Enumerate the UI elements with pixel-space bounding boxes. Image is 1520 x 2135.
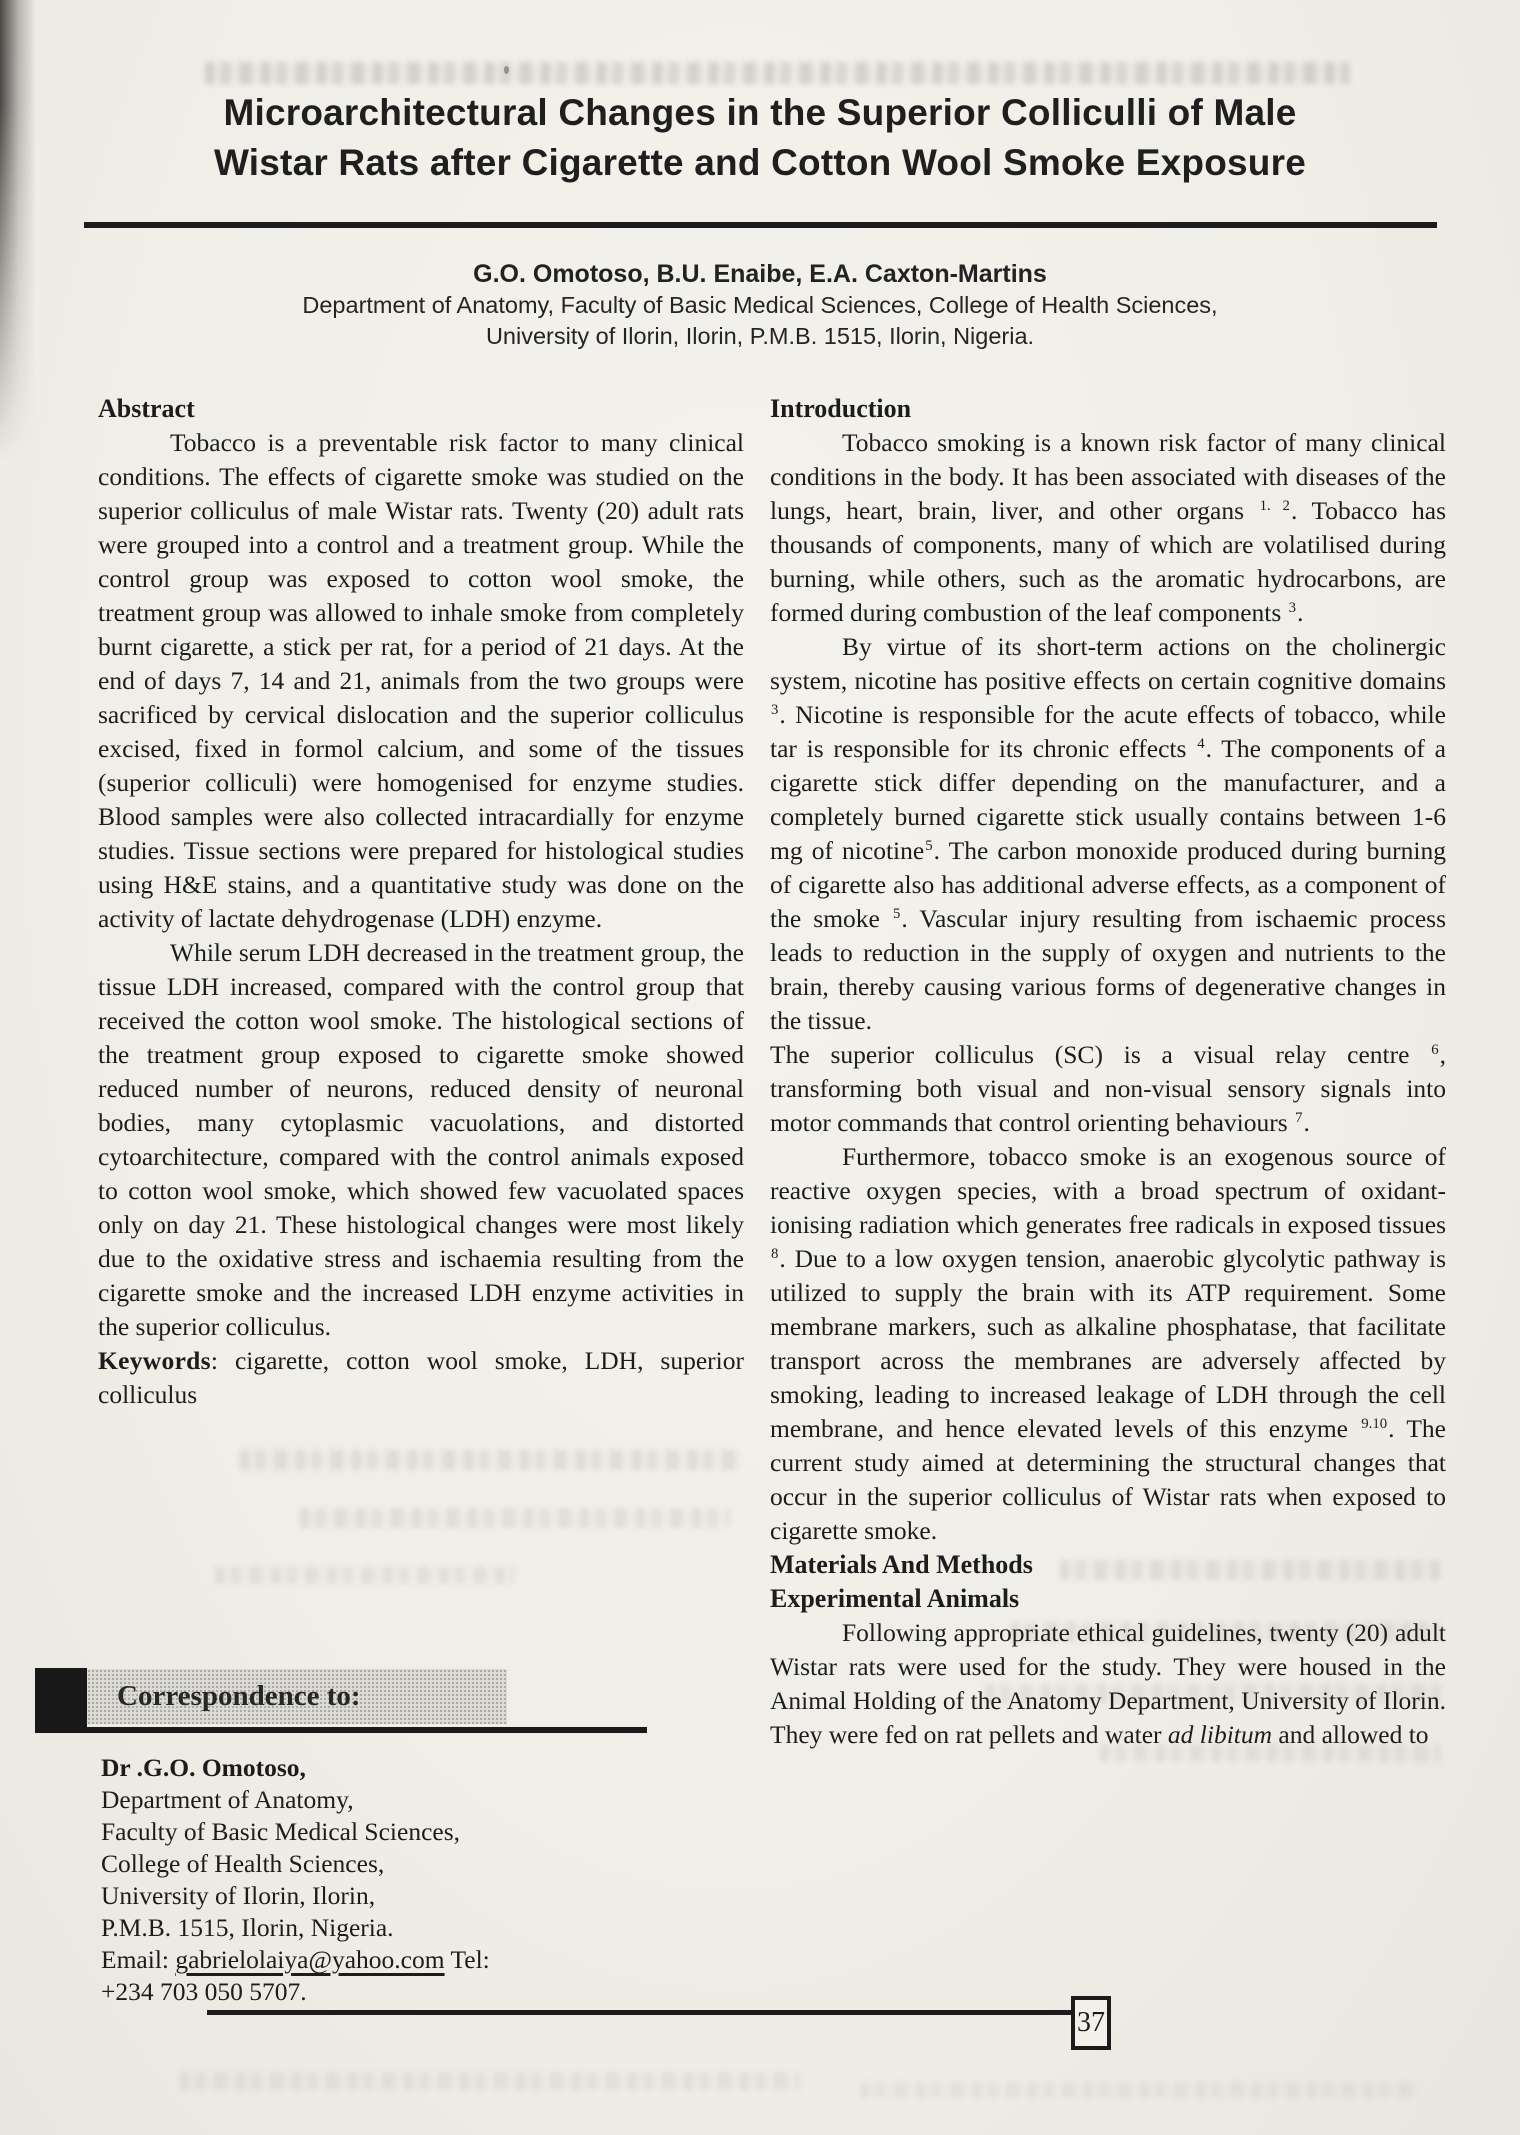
bleedthrough-artifact (205, 62, 1350, 84)
page-number: 37 (1077, 2007, 1105, 2038)
keywords-line: Keywords: cigarette, cotton wool smoke, LDH, superior colliculus (98, 1346, 744, 1409)
affiliation-line-2: University of Ilorin, Ilorin, P.M.B. 1515, Ilorin, Nigeria. (485, 323, 1035, 349)
abstract-paragraph-1: Tobacco is a preventable risk factor to many clinical conditions. The effects of cigarette smoke was studied on the superior colliculus of male Wistar rats. Twenty (20) adult rats were grouped into a control and a treatment group. While the control group was exposed to cotton wool smoke, the treatment group was allowed to inhale smoke from completely burnt cigarette, a stick per rat, for a period of 21 days. At the end of days 7, 14 and 21, animals from the two groups were sacrificed by cervical dislocation and the superior colliculus excised, fixed in formol calcium, and some of the tissues (superior colliculi) were homogenised for enzyme studies. Blood samples were also collected intracardially for enzyme studies. Tissue sections were prepared for histological studies using H&E stains, and a quantitative study was done on the activity of lactate dehydrogenase (LDH) enzyme. (98, 428, 744, 933)
scan-edge-shadow (0, 0, 36, 460)
introduction-paragraph-4: Furthermore, tobacco smoke is an exogenous source of reactive oxygen species, with a broad spectrum of oxidant-ionising radiation which generates free radicals in exposed tissues $^8$. Due to a low oxygen tension, anaerobic glycolytic pathway is utilized to supply the brain with its ATP requirement. Some membrane markers, such as alkaline phosphatase, that facilitate transport across the membranes are adversely affected by smoking, leading to increased leakage of LDH through the cell membrane, and hence elevated levels of this enzyme $^{9.10}$. The current study aimed at determining the structural changes that occur in the superior colliculus of Wistar rats when exposed to cigarette smoke. (770, 1142, 1446, 1545)
bleedthrough-artifact (300, 1508, 730, 1528)
title-rule (84, 222, 1437, 228)
correspondence-black-tab (35, 1668, 87, 1729)
bleedthrough-artifact (240, 1450, 740, 1470)
abstract-heading: Abstract (98, 394, 195, 423)
abstract-paragraph-2: While serum LDH decreased in the treatment group, the tissue LDH increased, compared with the control group that received the cotton wool smoke. The histological sections of the treatment group exposed to cigarette smoke showed reduced number of neurons, reduced density of neuronal bodies, many cytoplasmic vacuolations, and distorted cytoarchitecture, compared with the control animals exposed to cotton wool smoke, which showed few vacuolated spaces only on day 21. These histological changes were most likely due to the oxidative stress and ischaemia resulting from the cigarette smoke and the increased LDH enzyme activities in the superior colliculus. (98, 938, 744, 1341)
phone-line: +234 703 050 5707. (101, 1977, 307, 2006)
methods-paragraph-1: Following appropriate ethical guidelines, twenty (20) adult Wistar rats were used for the study. They were housed in the Animal Holding of the Anatomy Department, University of Ilorin. They were fed on rat pellets and water ad libitum and allowed to (770, 1618, 1446, 1749)
email-line: Email: gabrielolaiya@yahoo.com Tel: (101, 1945, 490, 1974)
introduction-section (770, 392, 1446, 1752)
paper-title-line-1: Microarchitectural Changes in the Superior Colliculli of Male (223, 92, 1297, 133)
introduction-paragraph-3: The superior colliculus (SC) is a visual relay centre $^6$, transforming both visual and non-visual sensory signals into motor commands that control orienting behaviours $^7$. (770, 1040, 1446, 1137)
introduction-paragraph-2: By virtue of its short-term actions on the cholinergic system, nicotine has positive effects on certain cognitive domains $^3$. Nicotine is responsible for the acute effects of tobacco, while tar is responsible for its chronic effects $^4$. The components of a cigarette stick differ depending on the manufacturer, and a completely burned cigarette stick usually contains between 1-6 mg of nicotine$^5$. The carbon monoxide produced during burning of cigarette also has additional adverse effects, as a component of the smoke $^5$. Vascular injury resulting from ischaemic process leads to reduction in the supply of oxygen and nutrients to the brain, thereby causing various forms of degenerative changes in the tissue. (770, 632, 1446, 1035)
ink-speck (504, 66, 509, 74)
abstract-section (98, 392, 744, 1412)
experimental-animals-heading: Experimental Animals (770, 1584, 1020, 1613)
bleedthrough-artifact (860, 2082, 1420, 2098)
address-line: Department of Anatomy, (101, 1785, 354, 1814)
address-line: Faculty of Basic Medical Sciences, (101, 1817, 461, 1846)
address-line: College of Health Sciences, (101, 1849, 385, 1878)
address-name-line: Dr .G.O. Omotoso, (101, 1753, 306, 1782)
masthead (80, 88, 1440, 352)
materials-and-methods-heading: Materials And Methods (770, 1550, 1033, 1579)
bleedthrough-artifact (215, 1566, 515, 1584)
introduction-heading: Introduction (770, 394, 912, 423)
correspondence-header-bar (87, 1669, 507, 1724)
address-line: P.M.B. 1515, Ilorin, Nigeria. (101, 1913, 394, 1942)
authors-line: G.O. Omotoso, B.U. Enaibe, E.A. Caxton-Martins (473, 260, 1047, 288)
paper-title (80, 88, 1440, 188)
footer-rule (207, 2010, 1071, 2015)
paper-title-line-2: Wistar Rats after Cigarette and Cotton Wool Smoke Exposure (214, 142, 1306, 183)
correspondence-heading: Correspondence to: (117, 1680, 361, 1712)
bleedthrough-artifact (180, 2072, 800, 2090)
affiliation-line-1: Department of Anatomy, Faculty of Basic Medical Sciences, College of Health Sciences, (302, 292, 1218, 318)
correspondence-underline (35, 1727, 647, 1733)
correspondence-address (101, 1752, 701, 2008)
address-line: University of Ilorin, Ilorin, (101, 1881, 376, 1910)
introduction-paragraph-1: Tobacco smoking is a known risk factor of many clinical conditions in the body. It has been associated with diseases of the lungs, heart, brain, liver, and other organs $^{1. 2}$. Tobacco has thousands of components, many of which are volatilised during burning, while others, such as the aromatic hydrocarbons, are formed during combustion of the leaf components $^3$. (770, 428, 1447, 627)
page-number-box (1071, 1996, 1111, 2050)
